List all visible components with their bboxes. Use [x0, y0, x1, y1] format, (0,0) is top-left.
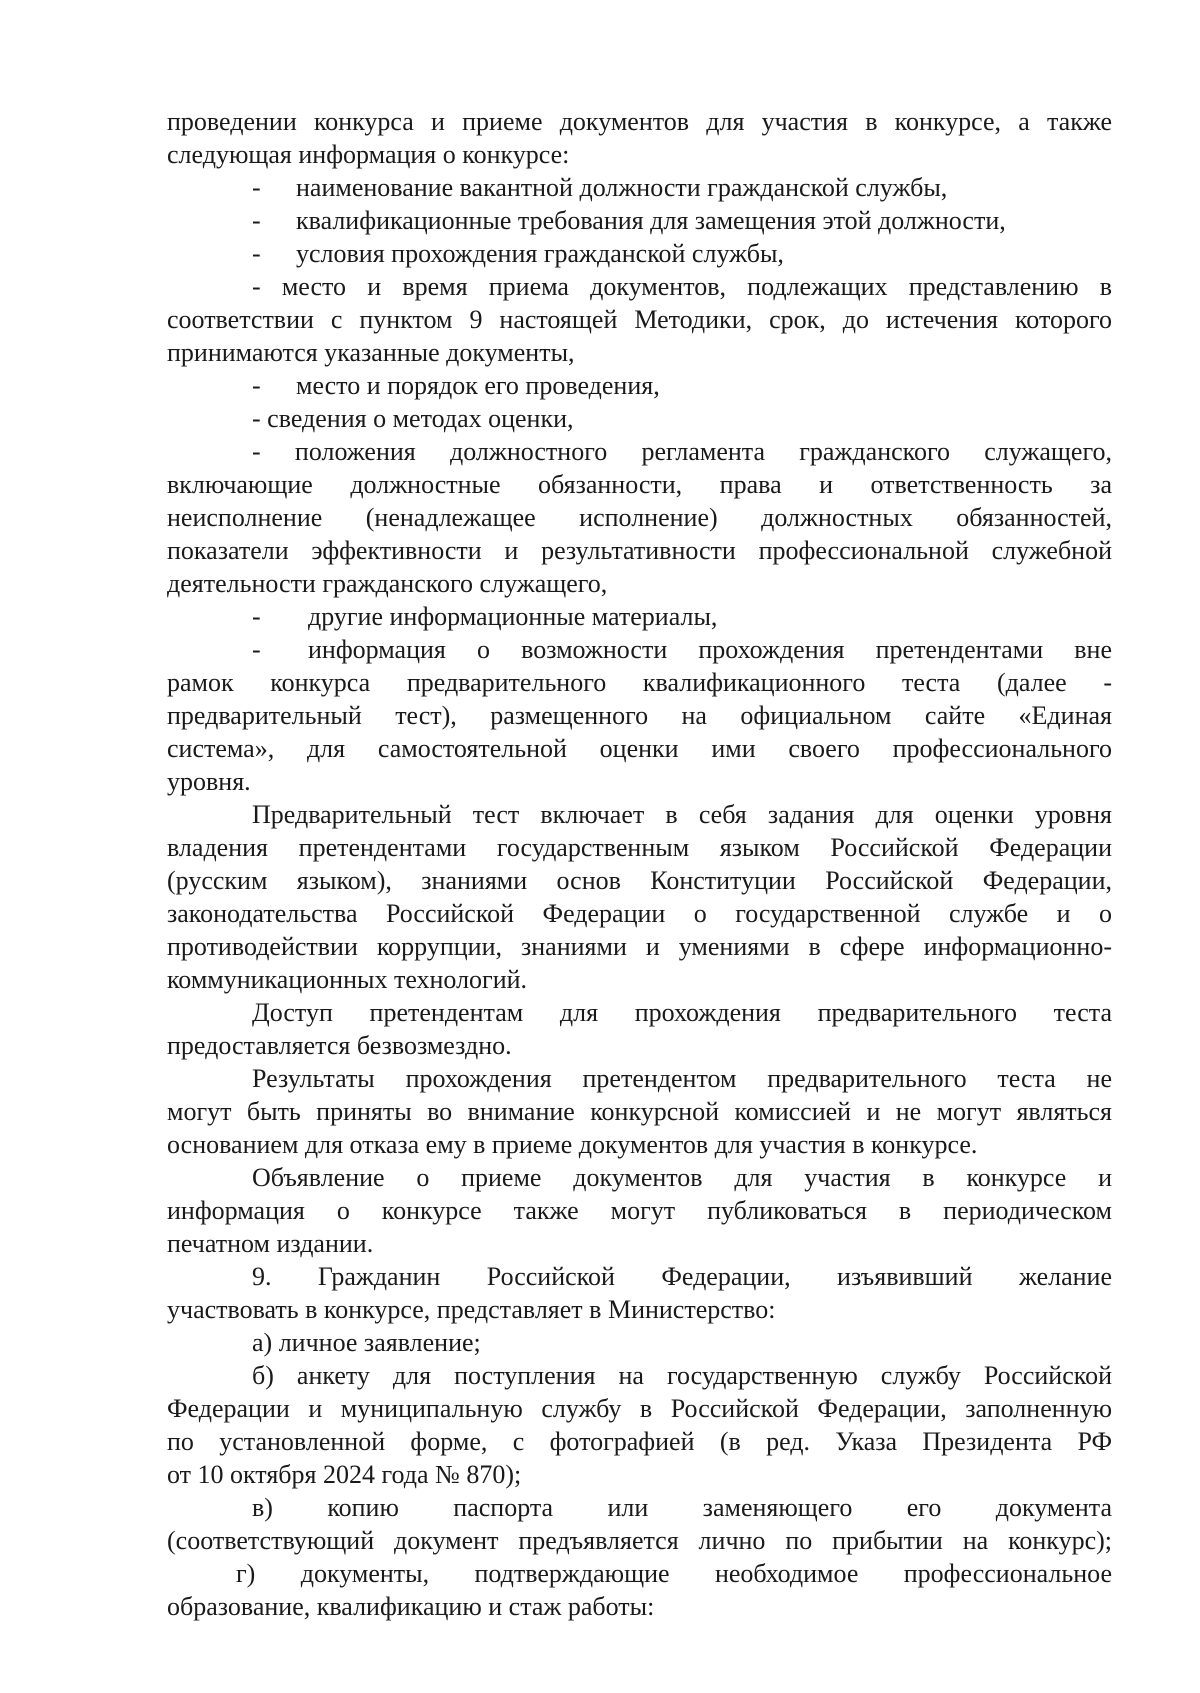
text-line: а) личное заявление;: [252, 1328, 481, 1357]
text-line: коммуникационных технологий.: [167, 965, 528, 994]
list-dash: -: [252, 239, 261, 268]
text-line: информация о конкурсе также могут публиковаться в периодическом: [167, 1196, 1112, 1225]
text-line: информация о возможности прохождения претендентами вне: [308, 635, 1112, 664]
text-line: другие информационные материалы,: [308, 602, 718, 631]
text-line: 9. Гражданин Российской Федерации, изъявивший желание: [252, 1262, 1112, 1291]
text-line: в) копию паспорта или заменяющего его документа: [252, 1493, 1112, 1522]
list-dash: -: [252, 206, 261, 235]
text-line: основанием для отказа ему в приеме документов для участия в конкурсе.: [167, 1130, 978, 1159]
list-dash: -: [252, 371, 261, 400]
text-line: Результаты прохождения претендентом предварительного теста не: [252, 1064, 1112, 1093]
text-line: проведении конкурса и приеме документов для участия в конкурсе, а также: [167, 107, 1112, 136]
text-line: принимаются указанные документы,: [167, 338, 575, 367]
text-line: Доступ претендентам для прохождения предварительного теста: [252, 998, 1112, 1027]
text-line: система», для самостоятельной оценки ими своего профессионального: [167, 734, 1112, 763]
text-line: печатном издании.: [167, 1229, 374, 1258]
text-line: - место и время приема документов, подлежащих представлению в: [252, 272, 1112, 301]
list-dash: -: [252, 635, 261, 664]
text-line: образование, квалификацию и стаж работы:: [167, 1592, 655, 1621]
text-line: деятельности гражданского служащего,: [167, 569, 608, 598]
text-line: б) анкету для поступления на государственную службу Российской: [252, 1361, 1112, 1390]
text-line: (русским языком), знаниями основ Конституции Российской Федерации,: [167, 866, 1112, 895]
text-line: (соответствующий документ предъявляется лично по прибытии на конкурс);: [167, 1526, 1112, 1555]
text-line: владения претендентами государственным языком Российской Федерации: [167, 833, 1112, 862]
text-line: Федерации и муниципальную службу в Российской Федерации, заполненную: [167, 1394, 1112, 1423]
list-dash: -: [252, 173, 261, 202]
text-line: показатели эффективности и результативности профессиональной служебной: [167, 536, 1112, 565]
text-line: - сведения о методах оценки,: [252, 404, 574, 433]
text-line: неисполнение (ненадлежащее исполнение) должностных обязанностей,: [167, 503, 1112, 532]
text-line: следующая информация о конкурсе:: [167, 140, 570, 169]
text-line: - положения должностного регламента гражданского служащего,: [252, 437, 1112, 466]
text-line: включающие должностные обязанности, права и ответственность за: [167, 470, 1112, 499]
list-dash: -: [252, 602, 261, 631]
text-line: соответствии с пунктом 9 настоящей Методики, срок, до истечения которого: [167, 305, 1112, 334]
text-line: рамок конкурса предварительного квалификационного теста (далее -: [167, 668, 1112, 697]
text-line: могут быть приняты во внимание конкурсной комиссией и не могут являться: [167, 1097, 1112, 1126]
text-line: от 10 октября 2024 года № 870);: [167, 1460, 522, 1489]
text-line: участвовать в конкурсе, представляет в Министерство:: [167, 1295, 776, 1324]
text-line: условия прохождения гражданской службы,: [296, 239, 784, 268]
text-line: законодательства Российской Федерации о государственной службе и о: [167, 899, 1112, 928]
text-line: противодействии коррупции, знаниями и умениями в сфере информационно-: [167, 932, 1112, 961]
text-line: место и порядок его проведения,: [296, 371, 660, 400]
text-line: предварительный тест), размещенного на официальном сайте «Единая: [167, 701, 1112, 730]
text-line: квалификационные требования для замещения этой должности,: [296, 206, 1006, 235]
text-line: по установленной форме, с фотографией (в ред. Указа Президента РФ: [167, 1427, 1112, 1456]
text-line: Объявление о приеме документов для участия в конкурсе и: [252, 1163, 1112, 1192]
text-line: предоставляется безвозмездно.: [167, 1031, 512, 1060]
text-line: уровня.: [167, 767, 251, 796]
text-line: г) документы, подтверждающие необходимое профессиональное: [236, 1559, 1112, 1588]
text-line: Предварительный тест включает в себя задания для оценки уровня: [252, 800, 1112, 829]
text-line: наименование вакантной должности гражданской службы,: [296, 173, 948, 202]
